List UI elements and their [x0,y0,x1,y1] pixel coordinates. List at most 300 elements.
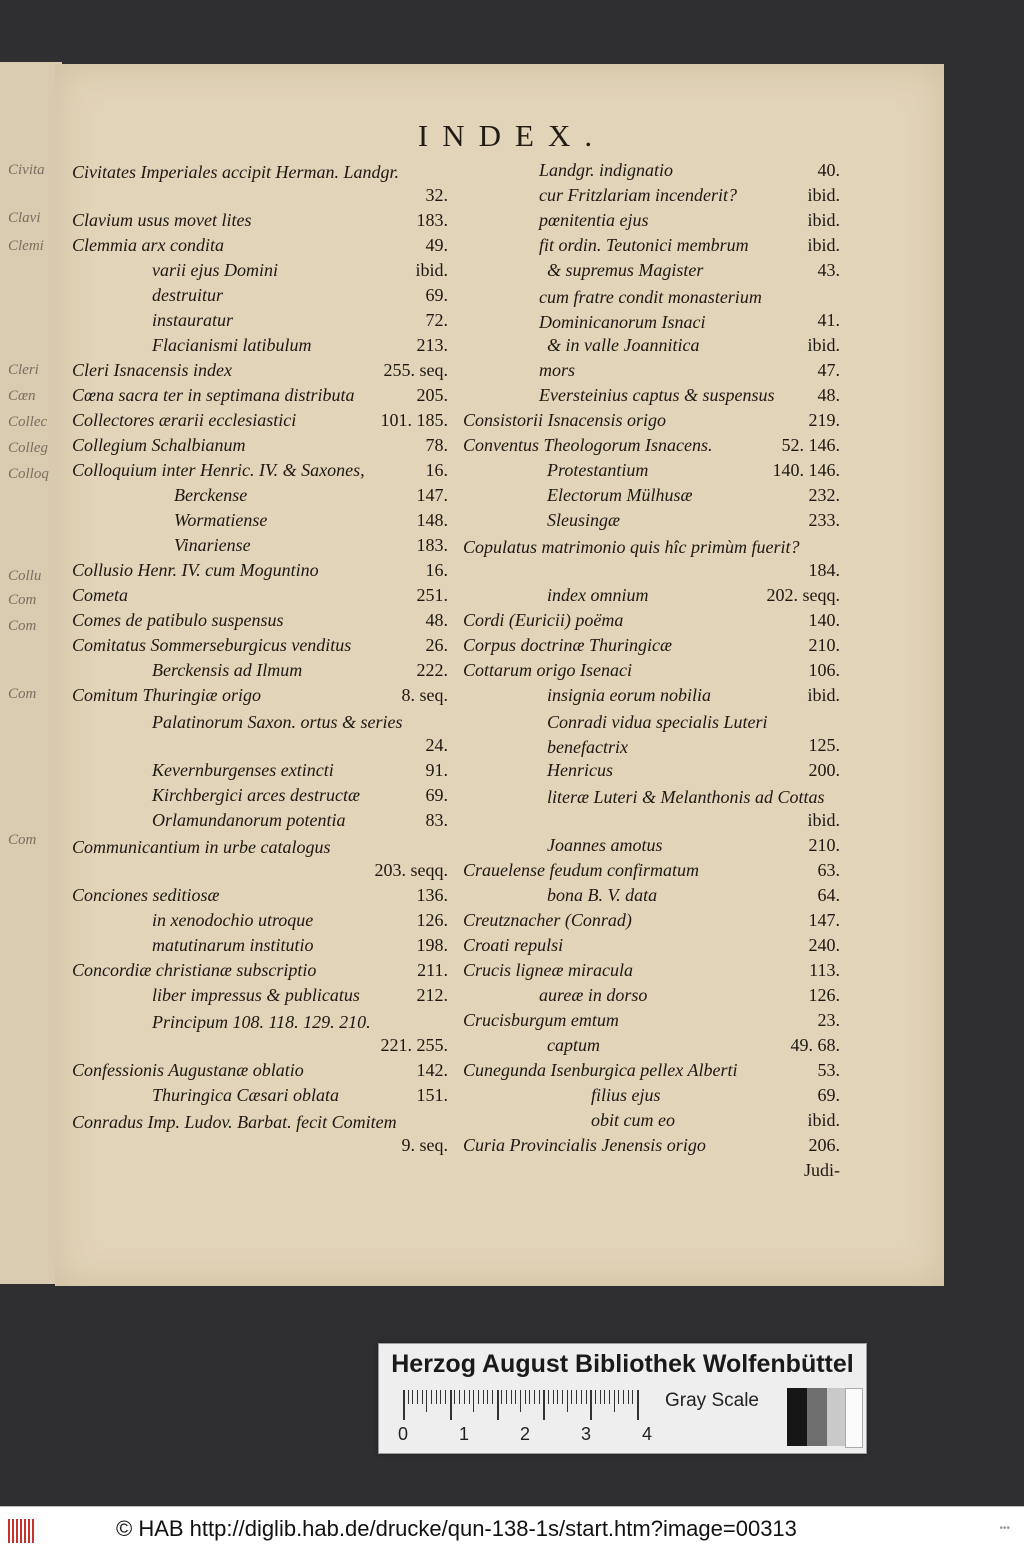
page-reference: 140. 146. [772,460,840,480]
index-entry [72,1083,448,1108]
index-term: Crucis ligneæ miracula [463,960,633,980]
ruler-digit: 0 [398,1424,409,1444]
index-term: Cottarum origo Isenaci [463,660,632,680]
index-term: Comes de patibulo suspensus [72,610,284,630]
page-reference: ibid. [807,235,840,255]
page-reference: 63. [817,860,840,880]
page-reference: 183. [416,210,448,230]
index-term: Confessionis Augustanæ oblatio [72,1060,304,1080]
page-reference: 203. seqq. [374,860,448,880]
ruler-tick [469,1390,470,1404]
index-term: Copulatus matrimonio quis hîc primùm fuerit? [463,537,800,557]
index-term: Cometa [72,585,128,605]
page-reference: 106. [808,660,840,680]
index-term: Collegium Schalbianum [72,435,246,455]
page-reference: 219. [808,410,840,430]
index-term: Collectores ærarii ecclesiastici [72,410,297,430]
index-entry [463,708,840,758]
index-term: Berckense [174,485,248,505]
index-term: Croati repulsi [463,935,564,955]
index-term: Palatinorum Saxon. ortus & series [152,712,403,732]
footer-bar [0,1506,1024,1552]
index-term: Colloquium inter Henric. IV. & Saxones, [72,460,365,480]
index-term: Vinariense [174,535,251,555]
index-entry [72,783,448,808]
ruler-tick [492,1390,493,1404]
index-entry [72,383,448,408]
page-reference: 147. [416,485,448,505]
ruler-tick [614,1390,615,1412]
index-entry [463,583,840,608]
page-reference: 69. [425,285,448,305]
index-entry [72,758,448,783]
page-reference: 49. 68. [790,1035,840,1055]
ruler-tick [403,1390,405,1420]
page-reference: 23. [817,1010,840,1030]
page-reference: ibid. [807,185,840,205]
index-entry [72,658,448,683]
index-entry [72,158,448,208]
index-term: matutinarum institutio [152,935,314,955]
index-entry [463,783,840,833]
ruler-tick [473,1390,474,1412]
left-page-fragment: Clemi [8,238,44,254]
page-reference: 8. seq. [401,685,448,705]
page-reference: Judi- [804,1160,840,1180]
index-entry [72,908,448,933]
hab-logo-icon [8,1519,34,1543]
index-entry [463,408,840,433]
ruler-tick [431,1390,432,1404]
index-term: index omnium [547,585,649,605]
page-reference: 210. [808,635,840,655]
index-entry [72,233,448,258]
left-page-fragment: Com [8,686,37,702]
index-entry [72,1058,448,1083]
page-reference: 32. [425,185,448,205]
index-entry [463,458,840,483]
page-heading: INDEX. [417,118,607,153]
ruler-tick [487,1390,488,1404]
index-entry [463,483,840,508]
ruler-tick [539,1390,540,1404]
page-reference: 205. [416,385,448,405]
index-entry [72,533,448,558]
ruler-tick [511,1390,512,1404]
ruler-tick [459,1390,460,1404]
page-reference: ibid. [807,685,840,705]
page-reference: 126. [808,985,840,1005]
page-reference: 202. seqq. [766,585,840,605]
ruler-tick [515,1390,516,1404]
page-reference: 47. [817,360,840,380]
index-term: cur Fritzlariam incenderit? [539,185,737,205]
index-entry [463,858,840,883]
index-term: destruitur [152,285,224,305]
left-page-fragment: Com [8,592,37,608]
ruler-tick [609,1390,610,1404]
page-reference: 210. [808,835,840,855]
page-reference: 48. [425,610,448,630]
ruler-tick [595,1390,596,1404]
ruler-tick [604,1390,605,1404]
index-entry [72,1108,448,1158]
index-entry [72,483,448,508]
page-reference: 101. 185. [380,410,448,430]
ruler-digit: 1 [459,1424,470,1444]
index-term: Conciones seditiosæ [72,885,220,905]
ruler-tick [426,1390,427,1412]
index-entry [72,458,448,483]
index-entry [463,683,840,708]
page-reference: 255. seq. [383,360,448,380]
page-reference: 16. [425,460,448,480]
index-term: Cleri Isnacensis index [72,360,232,380]
index-entry [72,258,448,283]
library-name: Herzog August Bibliothek Wolfenbüttel [391,1350,854,1378]
ruler-tick [548,1390,549,1404]
index-entry [72,933,448,958]
index-term: Clemmia arx condita [72,235,224,255]
ruler-tick [483,1390,484,1404]
ruler-tick [600,1390,601,1404]
page-reference: 49. [425,235,448,255]
index-entry [463,508,840,533]
ruler-tick [422,1390,423,1404]
index-entry [72,1008,448,1058]
index-entry [72,608,448,633]
index-term: liber impressus & publicatus [152,985,360,1005]
page-reference: 211. [417,960,448,980]
index-entry [72,508,448,533]
page-reference: 16. [425,560,448,580]
index-entry [463,208,840,233]
index-entry [463,1083,840,1108]
index-entry [463,1158,840,1183]
ruler-digit: 4 [642,1424,653,1444]
page-reference: 221. 255. [380,1035,448,1055]
ruler-tick [412,1390,413,1404]
gray-scale-label: Gray Scale [665,1390,759,1411]
ruler-tick [525,1390,526,1404]
ruler-tick [450,1390,452,1420]
index-term: Joannes amotus [547,835,663,855]
index-term: Henricus [547,760,613,780]
page-reference: 232. [808,485,840,505]
index-entry [463,1058,840,1083]
index-term: Eversteinius captus & suspensus [539,385,775,405]
index-term: bona B. V. data [547,885,658,905]
index-entry [463,433,840,458]
index-term: Principum 108. 118. 129. 210. [152,1012,371,1032]
index-column-right [463,158,840,1183]
index-entry [72,808,448,833]
index-entry [463,1033,840,1058]
left-page-fragment: Clavi [8,210,41,226]
ruler-tick [632,1390,633,1404]
ruler-tick [623,1390,624,1404]
index-term: Landgr. indignatio [539,160,674,180]
index-entry [463,233,840,258]
index-entry [72,558,448,583]
ruler-tick [618,1390,619,1404]
index-entry [463,283,840,333]
index-term: instauratur [152,310,234,330]
previous-page-edge [0,62,62,1284]
cm-ruler [403,1390,637,1420]
index-entry [72,708,448,758]
index-term: Protestantium [547,460,649,480]
page-reference: 240. [808,935,840,955]
left-page-fragment: Com [8,618,37,634]
page-reference: 125. [808,735,840,755]
index-term: captum [547,1035,600,1055]
index-entry [463,158,840,183]
ruler-tick [557,1390,558,1404]
index-entry [72,333,448,358]
page-reference: 78. [425,435,448,455]
ruler-tick [543,1390,545,1420]
left-page-fragment: Cleri [8,362,39,378]
index-term: Berckensis ad Ilmum [152,660,303,680]
page-reference: 183. [416,535,448,555]
index-term: Kirchbergici arces destructæ [152,785,360,805]
ruler-tick [408,1390,409,1404]
page-reference: 43. [817,260,840,280]
index-term: insignia eorum nobilia [547,685,712,705]
index-term: Corpus doctrinæ Thuringicæ [463,635,673,655]
index-entry [72,883,448,908]
page-reference: 26. [425,635,448,655]
left-page-fragment: Com [8,832,37,848]
page-reference: 24. [425,735,448,755]
swatch-black [787,1388,807,1446]
page-reference: 72. [425,310,448,330]
ruler-tick [553,1390,554,1404]
page-reference: 40. [817,160,840,180]
index-term: Curia Provincialis Jenensis origo [463,1135,706,1155]
index-entry [463,383,840,408]
page-reference: ibid. [415,260,448,280]
swatch-light-gray [827,1388,847,1446]
page-reference: 148. [416,510,448,530]
ruler-tick [506,1390,507,1404]
page-reference: 52. 146. [781,435,840,455]
index-term: Consistorii Isnacensis origo [463,410,667,430]
page-reference: 113. [809,960,840,980]
ruler-tick [436,1390,437,1404]
index-entry [463,183,840,208]
ruler-tick [454,1390,455,1404]
index-entry [72,833,448,883]
left-page-fragment: Colloq [8,466,49,482]
index-entry [72,683,448,708]
left-page-fragment: Civita [8,162,45,178]
index-term: aureæ in dorso [539,985,648,1005]
page-reference: 126. [416,910,448,930]
index-term: Conradus Imp. Ludov. Barbat. fecit Comitem [72,1112,397,1132]
page-reference: 198. [416,935,448,955]
index-term: fit ordin. Teutonici membrum [539,235,749,255]
index-term: Creutznacher (Conrad) [463,910,632,930]
page-reference: 151. [416,1085,448,1105]
index-entry [463,958,840,983]
ruler-tick [581,1390,582,1404]
index-entry [72,408,448,433]
index-entry [463,1008,840,1033]
index-entry [463,933,840,958]
index-term: Communicantium in urbe catalogus [72,837,331,857]
index-entry [72,433,448,458]
index-term: cum fratre condit monasterium Dominicanorum Isnaci [539,287,762,332]
index-term: Crauelense feudum confirmatum [463,860,699,880]
page-reference: 222. [416,660,448,680]
ruler-tick [576,1390,577,1404]
ruler-tick [445,1390,446,1404]
page-reference: 136. [416,885,448,905]
index-entry [463,908,840,933]
page-reference: 53. [817,1060,840,1080]
page-reference: 206. [808,1135,840,1155]
index-term: pœnitentia ejus [539,210,649,230]
index-term: filius ejus [591,1085,661,1105]
index-entry [72,208,448,233]
ruler-tick [534,1390,535,1404]
ruler-tick [562,1390,563,1404]
page-reference: 69. [425,785,448,805]
index-entry [463,1133,840,1158]
page-reference: 213. [416,335,448,355]
ruler-digit: 3 [581,1424,592,1444]
index-term: Comitum Thuringiæ origo [72,685,262,705]
ruler-tick [520,1390,521,1412]
index-term: & in valle Joannitica [547,335,700,355]
index-term: in xenodochio utroque [152,910,314,930]
index-term: Civitates Imperiales accipit Herman. Landgr. [72,162,399,182]
color-calibration-card [378,1343,867,1454]
ruler-tick [590,1390,592,1420]
index-entry [463,533,840,583]
index-term: Electorum Mülhusæ [547,485,693,505]
index-term: literæ Luteri & Melanthonis ad Cottas [547,787,825,807]
ruler-tick [586,1390,587,1404]
page-reference: 48. [817,385,840,405]
left-page-fragment: Collu [8,568,42,584]
index-entry [463,983,840,1008]
left-page-fragment: Collec [8,414,48,430]
page-reference: 83. [425,810,448,830]
ruler-tick [529,1390,530,1404]
index-column-left [72,158,448,1158]
index-entry [72,958,448,983]
page-reference: 184. [808,560,840,580]
ruler-tick [571,1390,572,1404]
page-reference: 41. [817,310,840,330]
page-reference: 200. [808,760,840,780]
index-term: Comitatus Sommerseburgicus venditus [72,635,352,655]
left-page-fragment: Colleg [8,440,48,456]
index-entry [463,758,840,783]
page-reference: 251. [416,585,448,605]
index-entry [463,658,840,683]
index-term: Crucisburgum emtum [463,1010,619,1030]
ruler-tick [637,1390,639,1420]
page-reference: 9. seq. [401,1135,448,1155]
index-entry [72,358,448,383]
index-term: Concordiæ christianæ subscriptio [72,960,317,980]
index-term: Cœna sacra ter in septimana distributa [72,385,355,405]
index-term: obit cum eo [591,1110,675,1130]
index-term: Conradi vidua specialis Luteri benefactrix [547,712,768,757]
index-term: Thuringica Cæsari oblata [152,1085,340,1105]
page-reference: 233. [808,510,840,530]
index-entry [463,1108,840,1133]
page-reference: ibid. [807,335,840,355]
index-term: & supremus Magister [547,260,704,280]
index-term: Collusio Henr. IV. cum Moguntino [72,560,319,580]
index-entry [463,608,840,633]
ruler-digit: 2 [520,1424,531,1444]
index-entry [463,333,840,358]
index-term: varii ejus Domini [152,260,278,280]
page-reference: ibid. [807,810,840,830]
more-icon[interactable]: ••• [999,1523,1010,1534]
ruler-tick [440,1390,441,1404]
index-term: Cunegunda Isenburgica pellex Alberti [463,1060,738,1080]
page-reference: 140. [808,610,840,630]
swatch-white [845,1388,863,1448]
index-entry [72,308,448,333]
index-entry [463,633,840,658]
page-reference: ibid. [807,1110,840,1130]
index-entry [463,358,840,383]
page-reference: 69. [817,1085,840,1105]
index-term: Orlamundanorum potentia [152,810,346,830]
page-reference: ibid. [807,210,840,230]
page-reference: 91. [425,760,448,780]
index-term: Kevernburgenses extincti [152,760,334,780]
index-entry [72,283,448,308]
swatch-dark-gray [807,1388,827,1446]
copyright-url[interactable]: © HAB http://diglib.hab.de/drucke/qun-138-1s/start.htm?image=00313 [116,1516,797,1541]
index-term: Cordi (Euricii) poëma [463,610,624,630]
page-reference: 142. [416,1060,448,1080]
index-term: Conventus Theologorum Isnacens. [463,435,713,455]
page-reference: 64. [817,885,840,905]
index-term: Flacianismi latibulum [152,335,312,355]
index-term: Sleusingæ [547,510,621,530]
page-reference: 147. [808,910,840,930]
ruler-tick [417,1390,418,1404]
left-page-fragment: Cœn [8,388,36,404]
ruler-tick [478,1390,479,1404]
index-entry [72,983,448,1008]
index-term: mors [539,360,576,380]
ruler-tick [628,1390,629,1404]
index-entry [463,258,840,283]
index-entry [72,583,448,608]
ruler-tick [567,1390,568,1412]
ruler-tick [497,1390,499,1420]
ruler-tick [501,1390,502,1404]
index-entry [463,833,840,858]
index-entry [72,633,448,658]
ruler-tick [464,1390,465,1404]
index-entry [463,883,840,908]
index-term: Wormatiense [174,510,268,530]
page-reference: 212. [416,985,448,1005]
index-term: Clavium usus movet lites [72,210,252,230]
